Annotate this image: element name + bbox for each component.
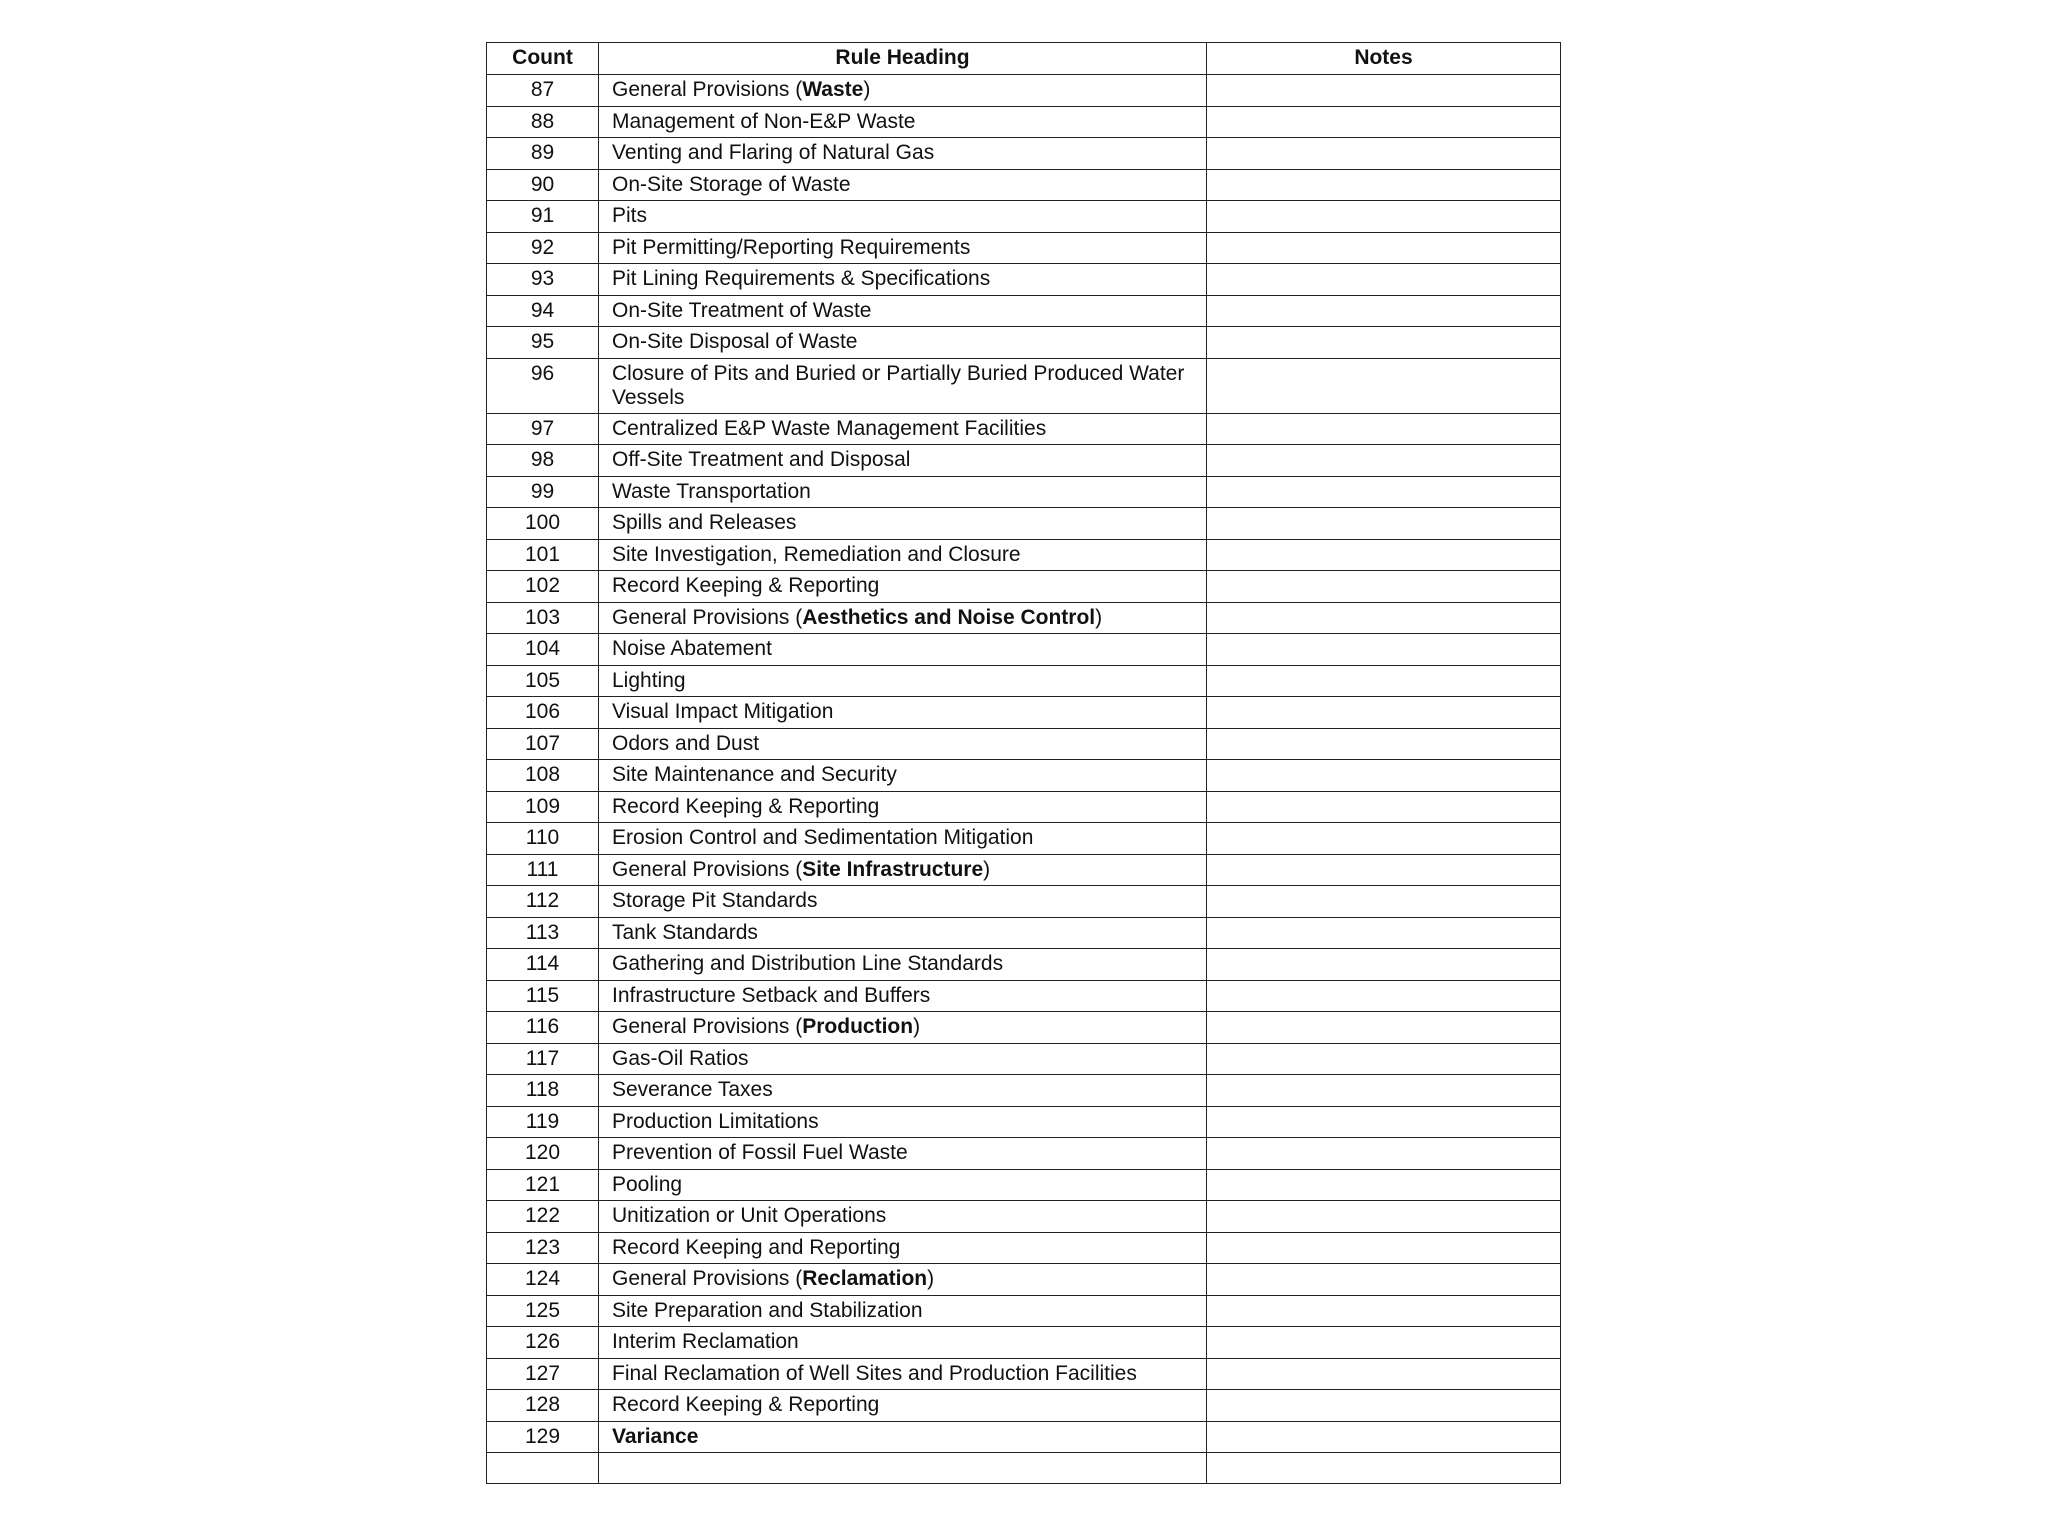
rule-heading-cell (599, 1169, 1207, 1201)
heading-suffix: ) (927, 1267, 935, 1290)
heading-text: Erosion Control and Sedimentation Mitigation (612, 826, 1034, 849)
notes-cell (1207, 760, 1561, 792)
header-rule-heading: Rule Heading (599, 43, 1207, 75)
notes-cell (1207, 728, 1561, 760)
rule-heading-cell (599, 886, 1207, 918)
table-row (487, 1264, 1561, 1296)
heading-text: On-Site Disposal of Waste (612, 330, 858, 353)
notes-cell (1207, 232, 1561, 264)
notes-cell (1207, 75, 1561, 107)
count-cell: 120 (487, 1138, 599, 1170)
count-cell: 89 (487, 138, 599, 170)
rule-heading-cell (599, 949, 1207, 981)
notes-cell (1207, 634, 1561, 666)
table-row (487, 854, 1561, 886)
rule-heading-cell (599, 169, 1207, 201)
table-row (487, 823, 1561, 855)
notes-cell (1207, 980, 1561, 1012)
notes-cell (1207, 169, 1561, 201)
count-cell: 103 (487, 602, 599, 634)
notes-cell (1207, 413, 1561, 445)
count-cell (487, 1453, 599, 1484)
heading-text: Record Keeping & Reporting (612, 574, 880, 597)
rule-heading-cell (599, 634, 1207, 666)
table-row (487, 445, 1561, 477)
rule-heading-cell (599, 571, 1207, 603)
table-row (487, 295, 1561, 327)
count-cell: 119 (487, 1106, 599, 1138)
notes-cell (1207, 138, 1561, 170)
rule-heading-cell (599, 1201, 1207, 1233)
heading-text: Record Keeping & Reporting (612, 794, 880, 818)
notes-cell (1207, 697, 1561, 729)
table-row (487, 358, 1561, 413)
count-cell: 112 (487, 886, 599, 918)
rule-heading-cell (599, 445, 1207, 477)
count-cell: 96 (487, 358, 599, 413)
rule-heading-cell (599, 791, 1207, 823)
count-cell: 88 (487, 106, 599, 138)
notes-cell (1207, 1169, 1561, 1201)
rule-heading-cell (599, 327, 1207, 359)
heading-text: Infrastructure Setback and Buffers (612, 983, 931, 1007)
heading-text: Odors and Dust (612, 731, 760, 755)
heading-text: Management of Non-E&P Waste (612, 109, 916, 133)
heading-category: Production (802, 1015, 914, 1038)
count-cell: 113 (487, 917, 599, 949)
count-cell: 102 (487, 571, 599, 603)
count-cell: 93 (487, 264, 599, 296)
heading-category: Aesthetics and Noise Control (802, 605, 1096, 629)
notes-cell (1207, 1075, 1561, 1107)
count-cell: 123 (487, 1232, 599, 1264)
count-cell: 104 (487, 634, 599, 666)
table-row (487, 201, 1561, 233)
rule-heading-cell (599, 264, 1207, 296)
count-cell: 107 (487, 728, 599, 760)
notes-cell (1207, 1012, 1561, 1044)
table-row (487, 539, 1561, 571)
notes-cell (1207, 1138, 1561, 1170)
rule-heading-cell (599, 1138, 1207, 1170)
heading-text: Prevention of Fossil Fuel Waste (612, 1141, 908, 1164)
table-row (487, 760, 1561, 792)
header-count: Count (487, 43, 599, 75)
notes-cell (1207, 1232, 1561, 1264)
heading-category: Variance (612, 1424, 699, 1448)
heading-text: Site Preparation and Stabilization (612, 1298, 923, 1322)
heading-text: Site Investigation, Remediation and Closure (612, 542, 1021, 566)
count-cell: 126 (487, 1327, 599, 1359)
heading-suffix: ) (913, 1015, 921, 1038)
table-row (487, 1012, 1561, 1044)
count-cell: 125 (487, 1295, 599, 1327)
table-row (487, 169, 1561, 201)
heading-text: General Provisions ( (612, 605, 803, 629)
count-cell: 109 (487, 791, 599, 823)
table-row (487, 327, 1561, 359)
heading-category: Reclamation (802, 1267, 928, 1290)
table-row (487, 1169, 1561, 1201)
table-row (487, 602, 1561, 634)
notes-cell (1207, 949, 1561, 981)
heading-text: Visual Impact Mitigation (612, 700, 834, 723)
notes-cell (1207, 1390, 1561, 1422)
table-row (487, 728, 1561, 760)
heading-text: Off-Site Treatment and Disposal (612, 448, 911, 471)
heading-text: On-Site Treatment of Waste (612, 298, 872, 322)
heading-text: Centralized E&P Waste Management Facilities (612, 416, 1047, 440)
notes-cell (1207, 1043, 1561, 1075)
count-cell: 117 (487, 1043, 599, 1075)
count-cell: 87 (487, 75, 599, 107)
count-cell: 94 (487, 295, 599, 327)
table-body (487, 75, 1561, 1484)
count-cell: 124 (487, 1264, 599, 1296)
rule-heading-cell (599, 1106, 1207, 1138)
count-cell: 91 (487, 201, 599, 233)
table-row (487, 75, 1561, 107)
heading-suffix: ) (1095, 605, 1103, 629)
rule-heading-cell (599, 201, 1207, 233)
count-cell: 129 (487, 1421, 599, 1453)
table-row (487, 1106, 1561, 1138)
count-cell: 97 (487, 413, 599, 445)
rule-heading-cell (599, 1043, 1207, 1075)
heading-text: Unitization or Unit Operations (612, 1204, 887, 1227)
count-cell: 114 (487, 949, 599, 981)
rule-heading-cell (599, 138, 1207, 170)
notes-cell (1207, 1453, 1561, 1484)
table-row (487, 571, 1561, 603)
count-cell: 108 (487, 760, 599, 792)
heading-text: Waste Transportation (612, 479, 811, 503)
table-row (487, 1201, 1561, 1233)
heading-text: Record Keeping and Reporting (612, 1235, 901, 1259)
table-row (487, 791, 1561, 823)
table-row (487, 697, 1561, 729)
heading-category: Site Infrastructure (802, 857, 984, 881)
heading-text: Pits (612, 204, 648, 227)
notes-cell (1207, 508, 1561, 540)
heading-text: Interim Reclamation (612, 1330, 799, 1353)
count-cell: 90 (487, 169, 599, 201)
rule-heading-cell (599, 1421, 1207, 1453)
heading-text: Storage Pit Standards (612, 889, 818, 912)
table-row (487, 508, 1561, 540)
count-cell: 106 (487, 697, 599, 729)
header-notes: Notes (1207, 43, 1561, 75)
rule-heading-cell (599, 697, 1207, 729)
notes-cell (1207, 791, 1561, 823)
count-cell: 95 (487, 327, 599, 359)
table-row (487, 634, 1561, 666)
table-row (487, 665, 1561, 697)
notes-cell (1207, 476, 1561, 508)
rule-heading-cell (599, 1264, 1207, 1296)
heading-text: Pooling (612, 1172, 683, 1196)
heading-text: Noise Abatement (612, 637, 772, 660)
count-cell: 118 (487, 1075, 599, 1107)
count-cell: 127 (487, 1358, 599, 1390)
count-cell: 105 (487, 665, 599, 697)
notes-cell (1207, 1421, 1561, 1453)
rule-heading-cell (599, 854, 1207, 886)
notes-cell (1207, 106, 1561, 138)
rule-heading-cell (599, 75, 1207, 107)
rule-heading-cell (599, 823, 1207, 855)
notes-cell (1207, 358, 1561, 413)
count-cell: 101 (487, 539, 599, 571)
heading-text: General Provisions ( (612, 857, 803, 881)
count-cell: 116 (487, 1012, 599, 1044)
rule-heading-cell (599, 1012, 1207, 1044)
count-cell: 121 (487, 1169, 599, 1201)
table-row (487, 1421, 1561, 1453)
table-row (487, 1295, 1561, 1327)
count-cell: 92 (487, 232, 599, 264)
rule-heading-cell (599, 358, 1207, 413)
heading-text: Pit Permitting/Reporting Requirements (612, 235, 971, 259)
heading-text: Final Reclamation of Well Sites and Production Facilities (612, 1361, 1137, 1385)
notes-cell (1207, 539, 1561, 571)
rule-heading-cell (599, 1453, 1207, 1484)
rule-heading-cell (599, 295, 1207, 327)
heading-text: General Provisions ( (612, 1267, 803, 1290)
rule-heading-cell (599, 413, 1207, 445)
notes-cell (1207, 571, 1561, 603)
notes-cell (1207, 1327, 1561, 1359)
rule-heading-cell (599, 508, 1207, 540)
table-row (487, 1043, 1561, 1075)
heading-text: Tank Standards (612, 920, 758, 944)
heading-text: Production Limitations (612, 1109, 819, 1133)
rule-heading-cell (599, 1232, 1207, 1264)
heading-text: Gathering and Distribution Line Standards (612, 952, 1004, 975)
notes-cell (1207, 201, 1561, 233)
heading-text: Site Maintenance and Security (612, 763, 897, 786)
rule-heading-cell (599, 602, 1207, 634)
heading-text: Pit Lining Requirements & Specifications (612, 267, 991, 290)
table-row (487, 1327, 1561, 1359)
table-row (487, 980, 1561, 1012)
table-row (487, 232, 1561, 264)
count-cell: 111 (487, 854, 599, 886)
notes-cell (1207, 665, 1561, 697)
notes-cell (1207, 917, 1561, 949)
rule-table (486, 42, 1561, 1484)
notes-cell (1207, 1295, 1561, 1327)
notes-cell (1207, 1264, 1561, 1296)
heading-text: Severance Taxes (612, 1078, 773, 1101)
heading-suffix: ) (863, 78, 871, 101)
table-row (487, 949, 1561, 981)
table-row (487, 886, 1561, 918)
rule-heading-cell (599, 917, 1207, 949)
notes-cell (1207, 1106, 1561, 1138)
rule-heading-cell (599, 760, 1207, 792)
table-row (487, 1453, 1561, 1484)
notes-cell (1207, 1201, 1561, 1233)
notes-cell (1207, 264, 1561, 296)
heading-text: Venting and Flaring of Natural Gas (612, 141, 935, 164)
rule-heading-cell (599, 665, 1207, 697)
table-row (487, 264, 1561, 296)
notes-cell (1207, 1358, 1561, 1390)
heading-text: General Provisions ( (612, 78, 803, 101)
rule-heading-cell (599, 1075, 1207, 1107)
heading-text: Lighting (612, 668, 686, 692)
heading-text: Gas-Oil Ratios (612, 1046, 749, 1070)
notes-cell (1207, 327, 1561, 359)
rule-heading-cell (599, 106, 1207, 138)
count-cell: 98 (487, 445, 599, 477)
notes-cell (1207, 854, 1561, 886)
count-cell: 110 (487, 823, 599, 855)
heading-text: Spills and Releases (612, 511, 797, 534)
count-cell: 100 (487, 508, 599, 540)
rule-heading-cell (599, 1295, 1207, 1327)
heading-text: General Provisions ( (612, 1015, 803, 1038)
heading-suffix: ) (983, 857, 991, 881)
table-row (487, 1232, 1561, 1264)
count-cell: 122 (487, 1201, 599, 1233)
table-row (487, 106, 1561, 138)
notes-cell (1207, 602, 1561, 634)
rule-heading-cell (599, 232, 1207, 264)
rule-heading-cell (599, 476, 1207, 508)
rule-heading-cell (599, 728, 1207, 760)
heading-text: Closure of Pits and Buried or Partially Buried Produced Water Vessels (612, 361, 1185, 409)
table-row (487, 1390, 1561, 1422)
table-row (487, 476, 1561, 508)
table-row (487, 1358, 1561, 1390)
table-row (487, 1075, 1561, 1107)
count-cell: 115 (487, 980, 599, 1012)
notes-cell (1207, 445, 1561, 477)
table-row (487, 917, 1561, 949)
count-cell: 128 (487, 1390, 599, 1422)
table-row (487, 1138, 1561, 1170)
heading-text: Record Keeping & Reporting (612, 1393, 880, 1416)
rule-heading-cell (599, 539, 1207, 571)
rule-heading-cell (599, 980, 1207, 1012)
notes-cell (1207, 295, 1561, 327)
heading-text: On-Site Storage of Waste (612, 172, 851, 196)
table-row (487, 138, 1561, 170)
count-cell: 99 (487, 476, 599, 508)
heading-category: Waste (802, 78, 864, 101)
table-header-row (487, 43, 1561, 75)
rule-heading-cell (599, 1390, 1207, 1422)
rule-heading-cell (599, 1358, 1207, 1390)
table-row (487, 413, 1561, 445)
notes-cell (1207, 886, 1561, 918)
notes-cell (1207, 823, 1561, 855)
rule-heading-cell (599, 1327, 1207, 1359)
